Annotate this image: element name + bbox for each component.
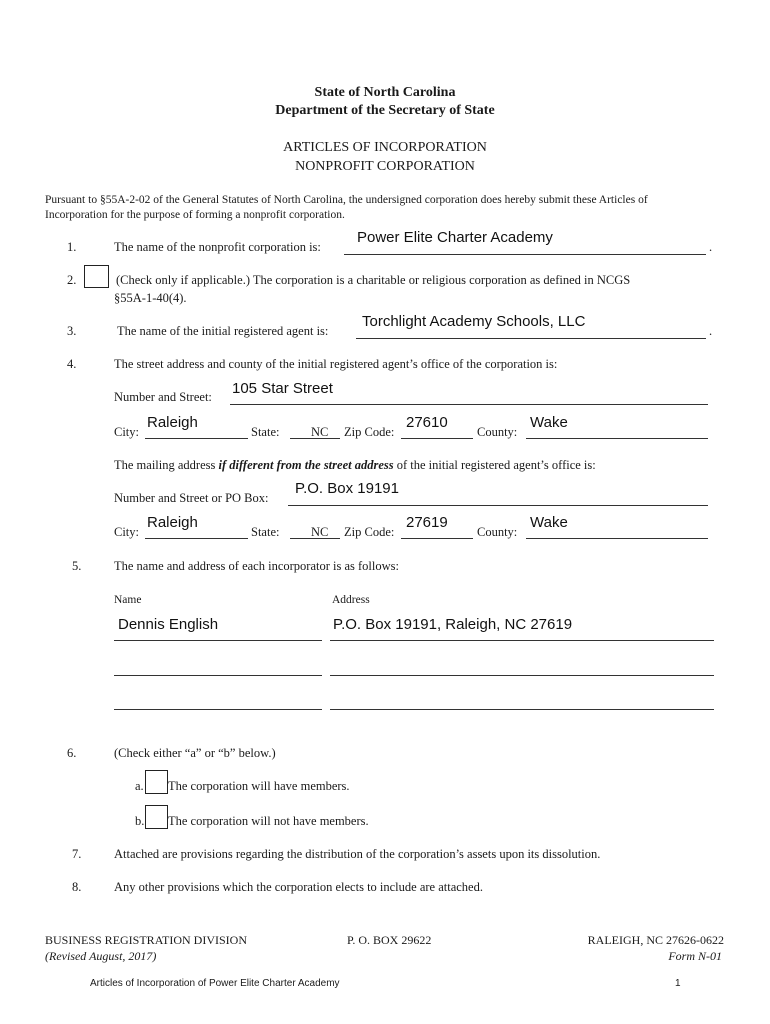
- mailing-pre: The mailing address: [114, 458, 219, 472]
- option-b-text: The corporation will not have members.: [168, 814, 369, 828]
- footer-po-box: P. O. BOX 29622: [347, 933, 432, 947]
- street-field[interactable]: 105 Star Street: [232, 380, 333, 397]
- state-heading: State of North Carolina: [314, 85, 456, 100]
- intro-line-2: Incorporation for the purpose of forming a nonprofit corporation.: [45, 209, 345, 221]
- incorporator-1-name[interactable]: Dennis English: [118, 616, 219, 633]
- corporation-name-period: .: [709, 240, 713, 254]
- members-instruction: (Check either “a” or “b” below.): [114, 746, 276, 760]
- dissolution-provisions-text: Attached are provisions regarding the distribution of the corporation’s assets upon its dissolution.: [114, 847, 601, 861]
- address-column-header: Address: [332, 594, 370, 606]
- item-2-number: 2.: [67, 273, 77, 287]
- state-field[interactable]: NC: [311, 425, 329, 439]
- footer-form-number: Form N-01: [668, 949, 722, 963]
- zip-field[interactable]: 27610: [406, 414, 448, 431]
- county-label: County:: [477, 425, 518, 439]
- item-8-number: 8.: [72, 880, 82, 894]
- zip-line: [401, 438, 473, 439]
- page-number: 1: [675, 978, 681, 989]
- item-7-number: 7.: [72, 847, 82, 861]
- item-4-number: 4.: [67, 357, 77, 371]
- zip2-field[interactable]: 27619: [406, 514, 448, 531]
- street-label: Number and Street:: [114, 390, 212, 404]
- registered-agent-line: [356, 338, 706, 339]
- department-heading: Department of the Secretary of State: [275, 103, 495, 118]
- corporation-name-field[interactable]: Power Elite Charter Academy: [357, 229, 553, 246]
- incorporator-label: The name and address of each incorporator is as follows:: [114, 559, 399, 573]
- registered-agent-field[interactable]: Torchlight Academy Schools, LLC: [362, 313, 586, 330]
- mailing-post: of the initial registered agent’s office is:: [393, 458, 596, 472]
- option-a-text: The corporation will have members.: [168, 779, 350, 793]
- members-checkbox-b[interactable]: [145, 805, 168, 829]
- registered-agent-period: .: [709, 324, 713, 338]
- charitable-checkbox[interactable]: [84, 265, 109, 288]
- corporation-name-label: The name of the nonprofit corporation is:: [114, 240, 321, 254]
- item-3-number: 3.: [67, 324, 77, 338]
- item-1-number: 1.: [67, 240, 77, 254]
- zip2-line: [401, 538, 473, 539]
- option-b-letter: b.: [135, 814, 145, 828]
- footer-document-title: Articles of Incorporation of Power Elite Charter Academy: [90, 978, 340, 989]
- zip2-label: Zip Code:: [344, 525, 395, 539]
- option-a-letter: a.: [135, 779, 144, 793]
- po-box-field[interactable]: P.O. Box 19191: [295, 480, 399, 497]
- mailing-emphasis: if different from the street address: [218, 458, 394, 472]
- po-box-line: [288, 505, 708, 506]
- incorporator-3-address-line: [330, 709, 714, 710]
- agent-office-label: The street address and county of the initial registered agent’s office of the corporation is:: [114, 357, 558, 371]
- zip-label: Zip Code:: [344, 425, 395, 439]
- footer-city: RALEIGH, NC 27626-0622: [587, 933, 724, 947]
- item-6-number: 6.: [67, 746, 77, 760]
- footer-revised: (Revised August, 2017): [45, 949, 157, 963]
- city-field[interactable]: Raleigh: [147, 414, 198, 431]
- other-provisions-text: Any other provisions which the corporation elects to include are attached.: [114, 880, 483, 894]
- state2-label: State:: [251, 525, 280, 539]
- state-label: State:: [251, 425, 280, 439]
- county2-line: [526, 538, 708, 539]
- mailing-address-label: [114, 458, 596, 473]
- charitable-text-line-1: (Check only if applicable.) The corporation is a charitable or religious corporation as defined in NCGS: [116, 273, 631, 287]
- incorporator-1-address-line: [330, 640, 714, 641]
- document-title: ARTICLES OF INCORPORATION: [283, 140, 487, 155]
- city-line: [145, 438, 248, 439]
- city2-field[interactable]: Raleigh: [147, 514, 198, 531]
- corporation-name-line: [344, 254, 706, 255]
- intro-line-1: Pursuant to §55A-2-02 of the General Statutes of North Carolina, the undersigned corporation does hereby submit these Articles of: [45, 194, 648, 206]
- incorporator-2-name-line: [114, 675, 322, 676]
- item-5-number: 5.: [72, 559, 82, 573]
- incorporator-3-name-line: [114, 709, 322, 710]
- charitable-text-line-2: §55A-1-40(4).: [114, 291, 187, 305]
- county-line: [526, 438, 708, 439]
- state2-field[interactable]: NC: [311, 525, 329, 539]
- street-line: [230, 404, 708, 405]
- county-field[interactable]: Wake: [530, 414, 568, 431]
- name-column-header: Name: [114, 594, 142, 606]
- county2-field[interactable]: Wake: [530, 514, 568, 531]
- incorporator-1-address[interactable]: P.O. Box 19191, Raleigh, NC 27619: [333, 616, 573, 633]
- footer-division: BUSINESS REGISTRATION DIVISION: [45, 933, 248, 947]
- registered-agent-label: The name of the initial registered agent is:: [117, 324, 329, 338]
- city-label: City:: [114, 425, 140, 439]
- city2-line: [145, 538, 248, 539]
- city2-label: City:: [114, 525, 140, 539]
- incorporator-1-name-line: [114, 640, 322, 641]
- document-subtitle: NONPROFIT CORPORATION: [295, 159, 475, 174]
- po-box-label: Number and Street or PO Box:: [114, 491, 269, 505]
- county2-label: County:: [477, 525, 518, 539]
- members-checkbox-a[interactable]: [145, 770, 168, 794]
- incorporator-2-address-line: [330, 675, 714, 676]
